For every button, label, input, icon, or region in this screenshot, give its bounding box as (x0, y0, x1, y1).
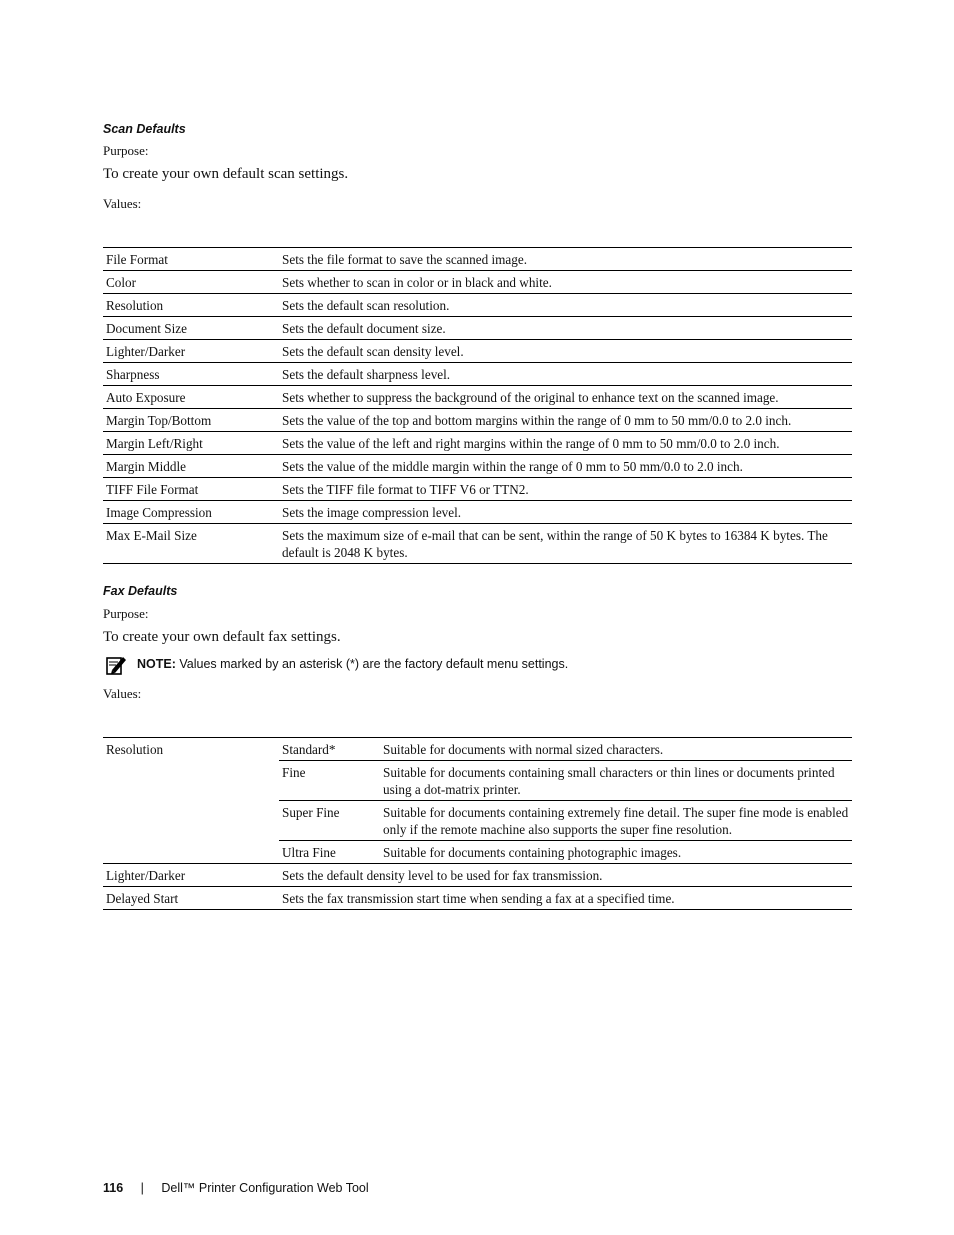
setting-name: Resolution (103, 294, 279, 317)
setting-name: TIFF File Format (103, 478, 279, 501)
table-row (103, 363, 852, 386)
footer-doc-title: Dell™ Printer Configuration Web Tool (161, 1181, 369, 1195)
setting-description: Sets the value of the left and right margins within the range of 0 mm to 50 mm/0.0 to 2.0 inch. (279, 432, 852, 455)
setting-description: Sets the default sharpness level. (279, 363, 852, 386)
setting-name: Auto Exposure (103, 386, 279, 409)
setting-name: Lighter/Darker (103, 340, 279, 363)
table-row (103, 340, 852, 363)
scan-values-label: Values: (103, 196, 142, 211)
setting-description: Sets the default scan density level. (279, 340, 852, 363)
setting-name: Color (103, 271, 279, 294)
page-footer (103, 1181, 369, 1195)
option-description: Suitable for documents containing extremely fine detail. The super fine mode is enabled only if the remote machine also supports the super fine resolution. (380, 801, 852, 841)
fax-defaults-table (103, 737, 852, 910)
table-row (103, 294, 852, 317)
setting-name: Margin Middle (103, 455, 279, 478)
setting-name: File Format (103, 248, 279, 271)
table-row (103, 248, 852, 271)
setting-description: Sets the default scan resolution. (279, 294, 852, 317)
scan-defaults-heading: Scan Defaults (103, 122, 186, 136)
fax-defaults-heading: Fax Defaults (103, 584, 178, 598)
setting-name: Resolution (103, 738, 279, 864)
scan-purpose-label: Purpose: (103, 143, 149, 158)
table-row (103, 478, 852, 501)
note-body: Values marked by an asterisk (*) are the factory default menu settings. (175, 657, 569, 671)
option-name: Fine (279, 761, 380, 801)
table-row (103, 386, 852, 409)
setting-name: Max E-Mail Size (103, 524, 279, 564)
setting-description: Sets whether to scan in color or in black and white. (279, 271, 852, 294)
table-row (103, 738, 852, 761)
setting-name: Document Size (103, 317, 279, 340)
pencil-note-icon (106, 655, 128, 675)
fax-purpose-text: To create your own default fax settings. (103, 629, 341, 645)
setting-name: Lighter/Darker (103, 864, 279, 887)
setting-description: Sets whether to suppress the background of the original to enhance text on the scanned image. (279, 386, 852, 409)
table-row (103, 432, 852, 455)
setting-name: Delayed Start (103, 887, 279, 910)
scan-defaults-table (103, 247, 852, 564)
table-row (103, 501, 852, 524)
table-row (103, 271, 852, 294)
page-number: 116 (103, 1181, 124, 1195)
setting-description: Sets the default density level to be used for fax transmission. (279, 864, 852, 887)
setting-description: Sets the default document size. (279, 317, 852, 340)
table-row (103, 455, 852, 478)
setting-name: Margin Left/Right (103, 432, 279, 455)
table-row (103, 524, 852, 564)
option-description: Suitable for documents containing photographic images. (380, 841, 852, 864)
setting-name: Margin Top/Bottom (103, 409, 279, 432)
setting-description: Sets the TIFF file format to TIFF V6 or TTN2. (279, 478, 852, 501)
setting-description: Sets the image compression level. (279, 501, 852, 524)
option-name: Ultra Fine (279, 841, 380, 864)
setting-description: Sets the file format to save the scanned image. (279, 248, 852, 271)
scan-purpose-text: To create your own default scan settings. (103, 166, 349, 182)
setting-description: Sets the maximum size of e-mail that can be sent, within the range of 50 K bytes to 16384 K bytes. The default is 2048 K bytes. (279, 524, 852, 564)
setting-name: Sharpness (103, 363, 279, 386)
setting-description: Sets the value of the top and bottom margins within the range of 0 mm to 50 mm/0.0 to 2.0 inch. (279, 409, 852, 432)
option-description: Suitable for documents containing small characters or thin lines or documents printed using a dot-matrix printer. (380, 761, 852, 801)
setting-name: Image Compression (103, 501, 279, 524)
footer-separator: | (140, 1181, 144, 1195)
fax-purpose-label: Purpose: (103, 606, 149, 621)
note-text (137, 657, 568, 671)
option-description: Suitable for documents with normal sized characters. (380, 738, 852, 761)
note-callout (103, 653, 852, 677)
table-row (103, 409, 852, 432)
note-label: NOTE: (137, 657, 176, 671)
option-name: Standard* (279, 738, 380, 761)
table-row (103, 317, 852, 340)
option-name: Super Fine (279, 801, 380, 841)
fax-values-label: Values: (103, 686, 142, 701)
setting-description: Sets the value of the middle margin within the range of 0 mm to 50 mm/0.0 to 2.0 inch. (279, 455, 852, 478)
table-row (103, 887, 852, 910)
setting-description: Sets the fax transmission start time when sending a fax at a specified time. (279, 887, 852, 910)
table-row (103, 864, 852, 887)
